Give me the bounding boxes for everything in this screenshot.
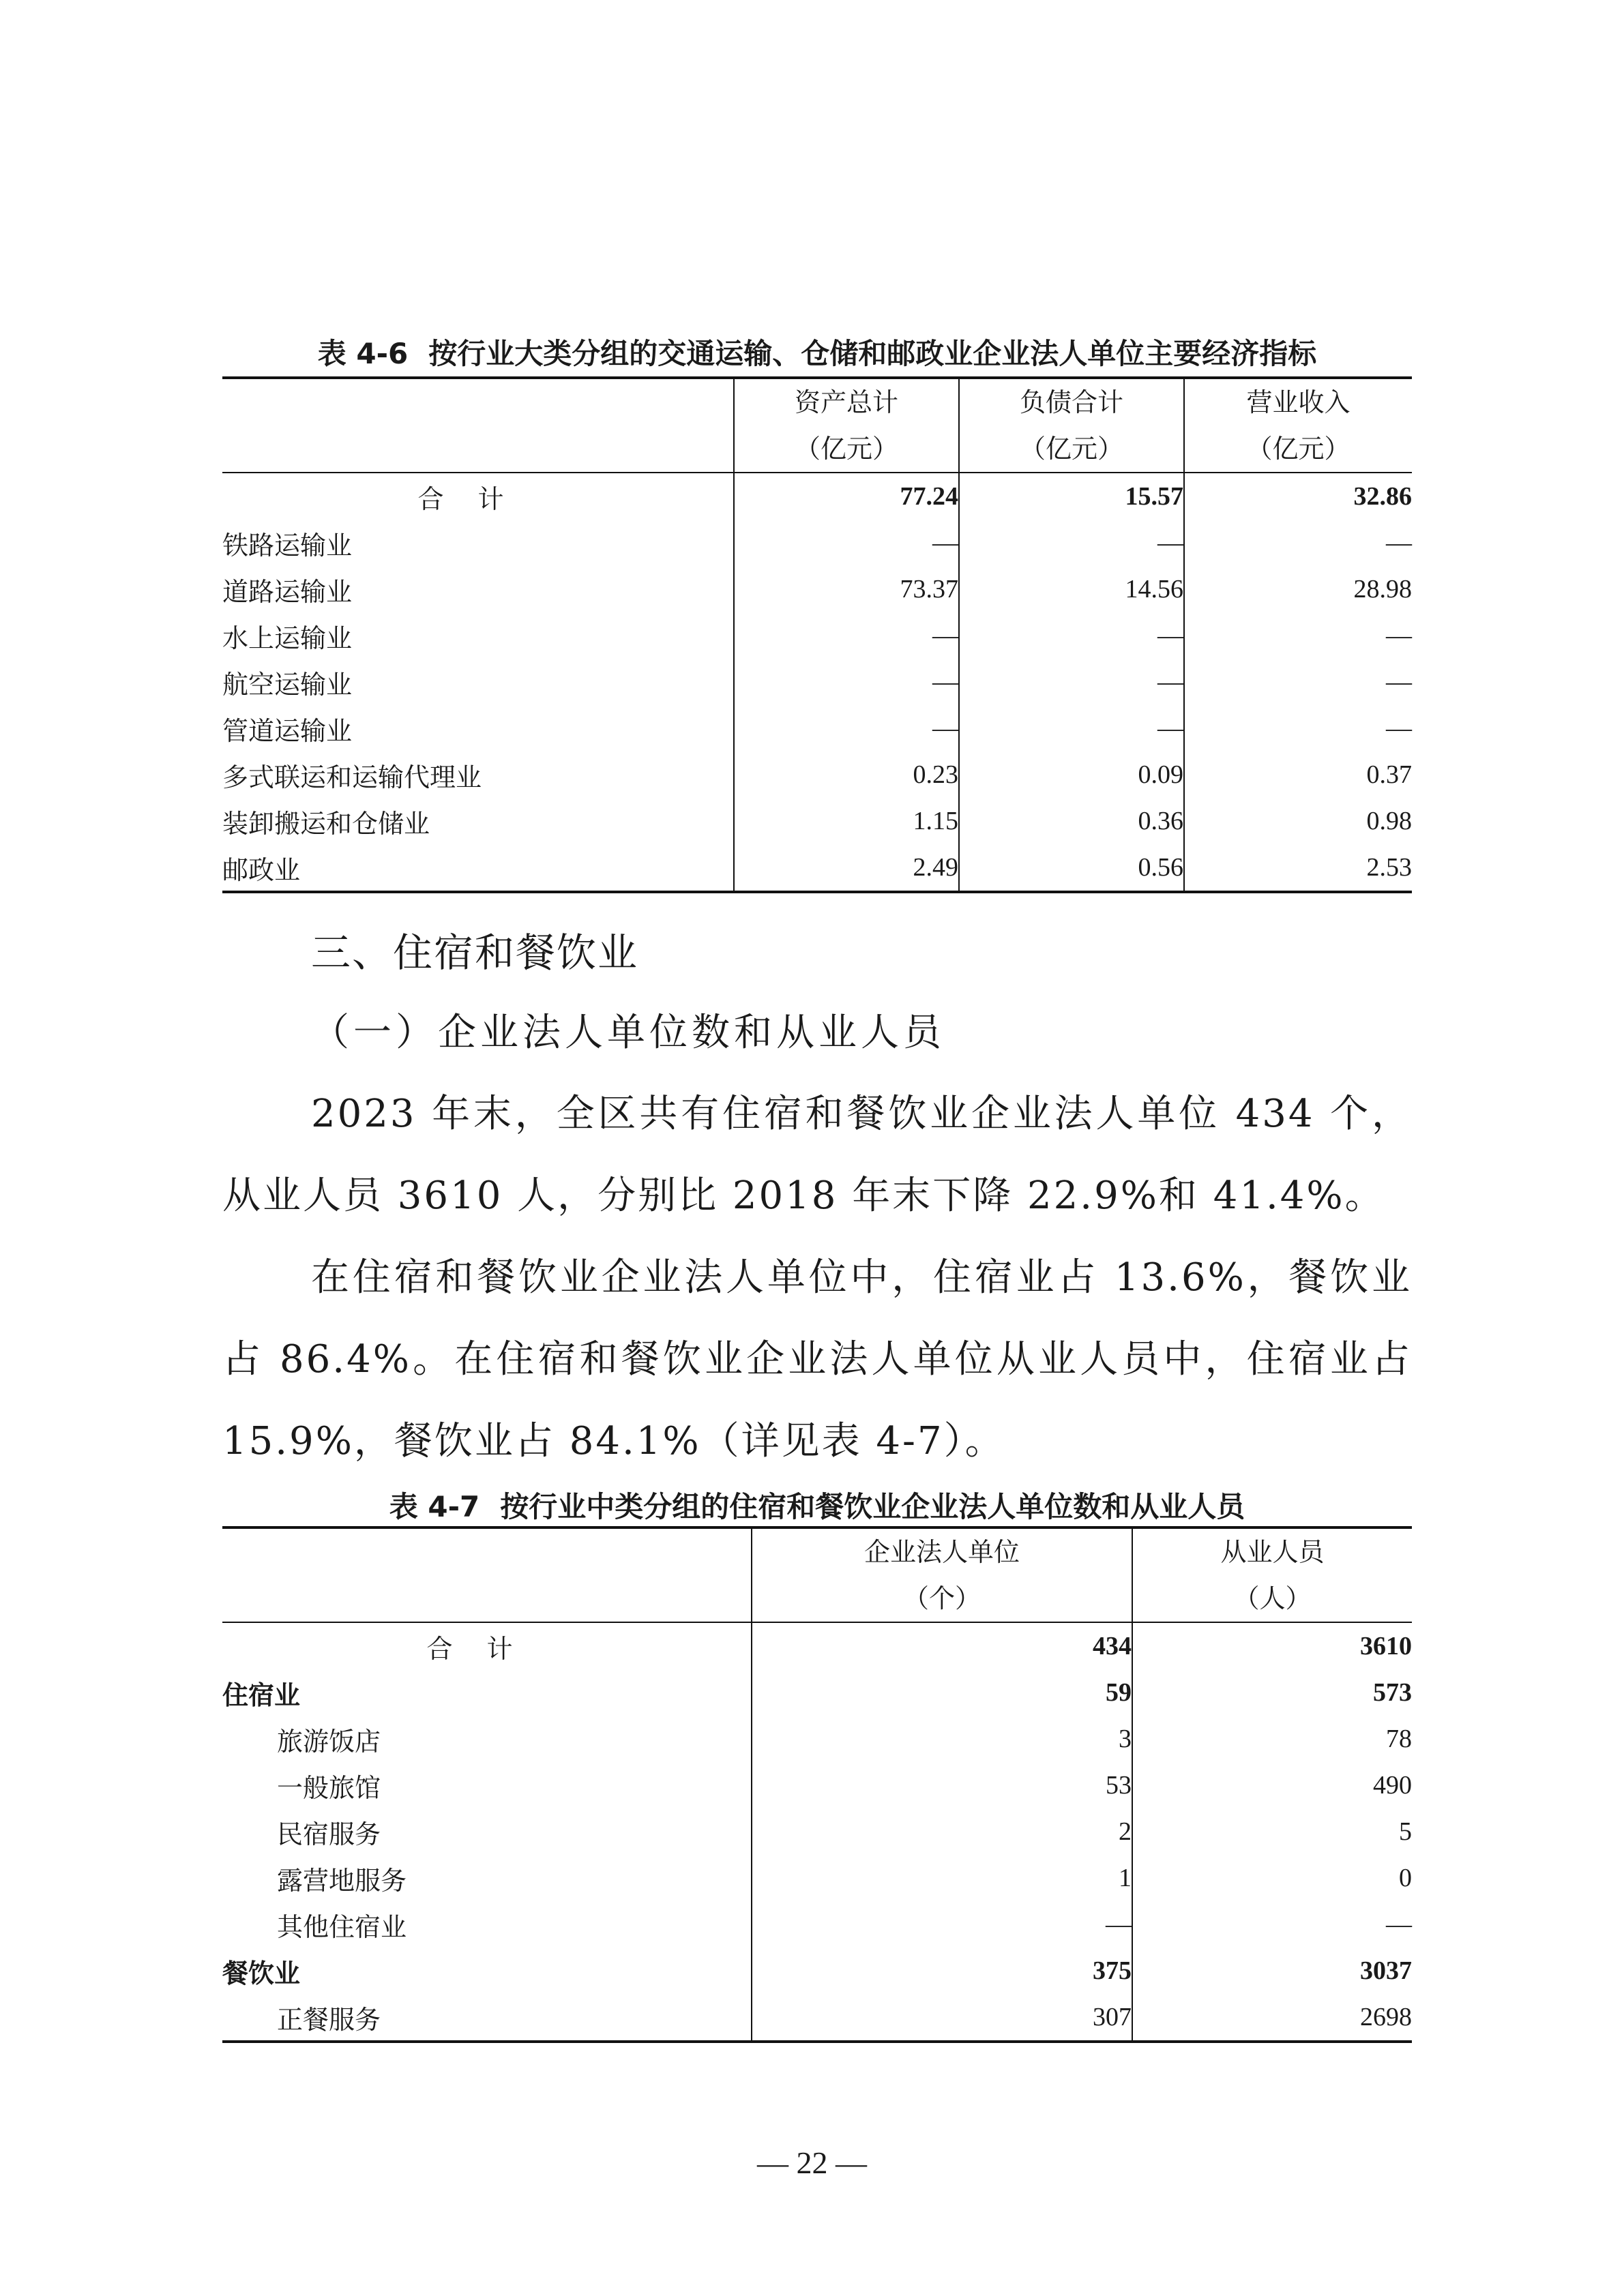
table-4-6-header-revenue	[1184, 378, 1412, 473]
row-label: 一般旅馆	[277, 1772, 381, 1803]
row-value: 573	[1132, 1669, 1412, 1716]
subsection-heading: （一）企业法人单位数和从业人员	[311, 1011, 945, 1055]
table-4-7-row	[222, 1901, 1412, 1948]
row-value: 59	[752, 1669, 1132, 1716]
table-4-6-row	[222, 566, 1412, 612]
table-4-6-row	[222, 798, 1412, 844]
row-label: 铁路运输业	[222, 530, 353, 561]
row-value: 73.37	[734, 566, 959, 612]
total-label: 合计	[417, 483, 538, 514]
row-value: 5	[1132, 1808, 1412, 1855]
row-label: 航空运输业	[222, 669, 353, 700]
row-value: —	[959, 612, 1184, 659]
row-value: 0.36	[959, 798, 1184, 844]
row-value: 2.53	[1184, 844, 1412, 892]
row-value: 0.98	[1184, 798, 1412, 844]
table-4-7-total-row	[222, 1622, 1412, 1669]
row-label: 其他住宿业	[277, 1911, 407, 1942]
header-unit: （亿元）	[1019, 434, 1123, 464]
table-4-7-header-units	[752, 1527, 1132, 1622]
table-4-7-row	[222, 1716, 1412, 1762]
paragraph-1: 2023 年末，全区共有住宿和餐饮业企业法人单位 434 个，从业人员 3610 人，分别比 2018 年末下降 22.9%和 41.4%。	[222, 1092, 1412, 1218]
row-value: —	[752, 1901, 1132, 1948]
header-unit: （个）	[902, 1583, 981, 1613]
section-heading: 三、住宿和餐饮业	[311, 929, 639, 976]
row-value: 3037	[1132, 1948, 1412, 1994]
total-value: 3610	[1132, 1622, 1412, 1669]
row-value: 0.23	[734, 751, 959, 798]
table-4-7-number: 表 4-7	[389, 1490, 480, 1523]
header-name: 企业法人单位	[863, 1537, 1020, 1567]
header-name: 从业人员	[1220, 1537, 1325, 1567]
row-value: 2.49	[734, 844, 959, 892]
total-value: 434	[752, 1622, 1132, 1669]
row-value: —	[1184, 659, 1412, 705]
table-4-7-row	[222, 1994, 1412, 2042]
table-4-6-row	[222, 844, 1412, 892]
table-4-7-caption	[222, 1485, 1412, 1525]
table-4-7-row	[222, 1855, 1412, 1901]
table-4-6-number: 表 4-6	[317, 337, 409, 370]
total-value: 15.57	[959, 473, 1184, 520]
table-4-7-header-row	[222, 1527, 1412, 1622]
row-value: 307	[752, 1994, 1132, 2042]
row-value: —	[734, 659, 959, 705]
header-unit: （人）	[1233, 1583, 1312, 1613]
header-unit: （亿元）	[1246, 434, 1350, 464]
row-value: 0.37	[1184, 751, 1412, 798]
table-4-7-row	[222, 1948, 1412, 1994]
row-value: 0.56	[959, 844, 1184, 892]
row-value: —	[734, 520, 959, 566]
row-label: 露营地服务	[277, 1865, 407, 1896]
row-label: 住宿业	[222, 1680, 301, 1710]
row-label: 管道运输业	[222, 715, 353, 746]
row-value: 53	[752, 1762, 1132, 1808]
table-4-7-row	[222, 1808, 1412, 1855]
table-4-6-row	[222, 520, 1412, 566]
total-label: 合计	[426, 1633, 547, 1664]
row-value: 78	[1132, 1716, 1412, 1762]
table-4-6-title: 按行业大类分组的交通运输、仓储和邮政业企业法人单位主要经济指标	[428, 337, 1317, 370]
row-value: 1.15	[734, 798, 959, 844]
table-4-6-caption	[222, 331, 1412, 372]
row-value: 375	[752, 1948, 1132, 1994]
row-label: 旅游饭店	[277, 1726, 381, 1757]
table-4-6-row	[222, 705, 1412, 751]
page-number: — 22 —	[757, 2145, 867, 2180]
row-value: —	[959, 705, 1184, 751]
table-4-6-row	[222, 751, 1412, 798]
row-value: —	[1184, 612, 1412, 659]
header-unit: （亿元）	[794, 434, 898, 464]
table-4-7-row	[222, 1669, 1412, 1716]
table-4-6-header-liabilities	[959, 378, 1184, 473]
row-label: 道路运输业	[222, 576, 353, 607]
table-4-7-row	[222, 1762, 1412, 1808]
row-label: 邮政业	[222, 844, 734, 892]
row-value: —	[734, 705, 959, 751]
row-label: 正餐服务	[222, 1994, 752, 2042]
table-4-6	[222, 376, 1412, 893]
row-value: —	[1184, 520, 1412, 566]
table-4-7-header-blank	[222, 1527, 752, 1622]
table-4-7-title: 按行业中类分组的住宿和餐饮业企业法人单位数和从业人员	[500, 1490, 1245, 1523]
row-label: 多式联运和运输代理业	[222, 762, 482, 792]
row-value: 2	[752, 1808, 1132, 1855]
table-4-7-header-employees	[1132, 1527, 1412, 1622]
row-value: 3	[752, 1716, 1132, 1762]
row-value: 14.56	[959, 566, 1184, 612]
row-value: —	[734, 612, 959, 659]
header-name: 资产总计	[794, 387, 898, 417]
row-value: —	[1184, 705, 1412, 751]
table-4-6-header-assets	[734, 378, 959, 473]
paragraph-2: 在住宿和餐饮业企业法人单位中，住宿业占 13.6%，餐饮业占 86.4%。在住宿和餐饮业企业法人单位从业人员中，住宿业占 15.9%，餐饮业占 84.1%（详见表 4-7）。	[222, 1255, 1412, 1463]
row-label: 餐饮业	[222, 1958, 301, 1988]
row-value: 2698	[1132, 1994, 1412, 2042]
table-4-6-header-blank	[222, 378, 734, 473]
row-label: 装卸搬运和仓储业	[222, 808, 430, 839]
row-value: —	[959, 659, 1184, 705]
row-value: 490	[1132, 1762, 1412, 1808]
row-value: —	[1132, 1901, 1412, 1948]
table-4-6-row	[222, 612, 1412, 659]
header-name: 营业收入	[1246, 387, 1350, 417]
row-label: 民宿服务	[277, 1819, 381, 1849]
row-label: 水上运输业	[222, 623, 353, 653]
total-value: 32.86	[1184, 473, 1412, 520]
total-value: 77.24	[734, 473, 959, 520]
row-value: 0.09	[959, 751, 1184, 798]
row-value: —	[959, 520, 1184, 566]
table-4-6-header-row	[222, 378, 1412, 473]
table-4-6-row	[222, 659, 1412, 705]
row-value: 0	[1132, 1855, 1412, 1901]
table-4-7	[222, 1526, 1412, 2043]
row-value: 1	[752, 1855, 1132, 1901]
table-4-6-total-row	[222, 473, 1412, 520]
header-name: 负债合计	[1019, 387, 1123, 417]
row-value: 28.98	[1184, 566, 1412, 612]
